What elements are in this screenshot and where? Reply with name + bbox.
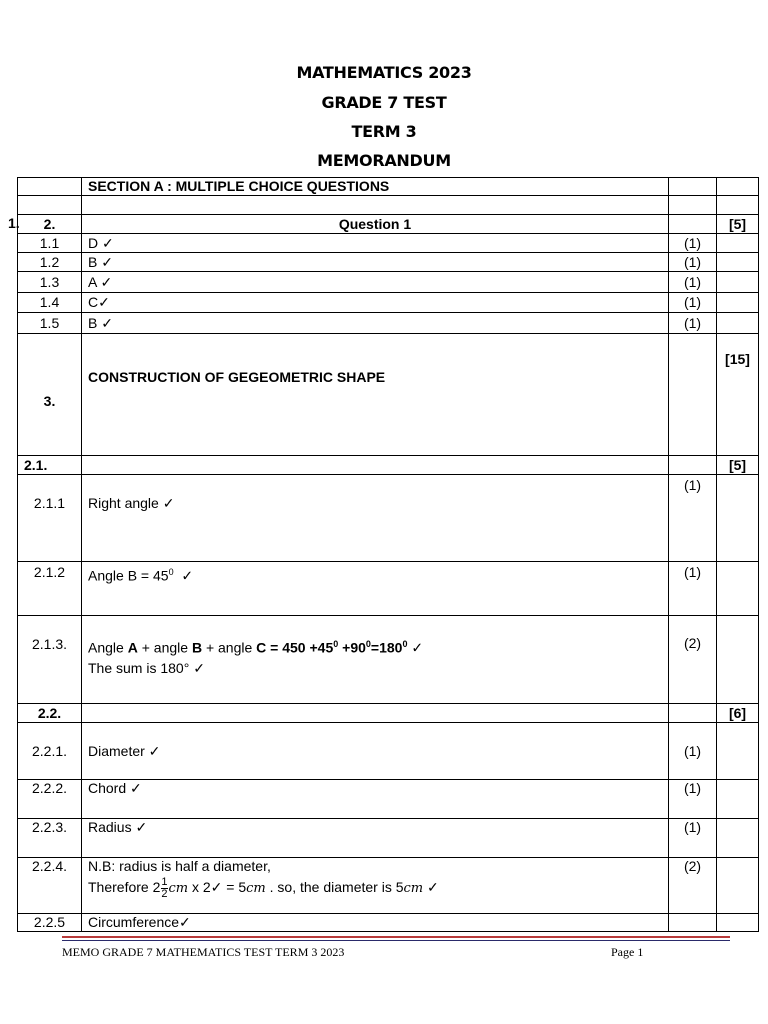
item-number: 1.1 <box>18 234 82 253</box>
item-mark: (1) <box>669 723 717 780</box>
table-row <box>18 704 759 723</box>
doc-title-line1: MATHEMATICS 2023 <box>296 63 472 82</box>
table-row <box>18 196 759 215</box>
table-row <box>18 780 759 819</box>
section-a-heading: SECTION A : MULTIPLE CHOICE QUESTIONS <box>82 178 669 196</box>
doc-title-line2: GRADE 7 TEST <box>321 93 447 112</box>
item-mark: (1) <box>669 293 717 313</box>
item-number: 2.2.5 <box>18 914 82 932</box>
table-row <box>18 475 759 562</box>
item-number: 2.2.1. <box>18 723 82 780</box>
item-answer: B ✓ <box>82 313 669 334</box>
item-mark: (1) <box>669 819 717 858</box>
table-row <box>18 178 759 196</box>
item-number: 2.1.3. <box>18 616 82 704</box>
table-row <box>18 215 759 234</box>
stray-question-number: 1. <box>8 215 20 231</box>
footer-divider <box>62 940 730 941</box>
question-number: 3. <box>18 334 82 456</box>
table-row <box>18 272 759 293</box>
item-number: 1.3 <box>18 272 82 293</box>
memo-table <box>17 177 759 932</box>
item-answer: C✓ <box>82 293 669 313</box>
item-mark: (1) <box>669 562 717 616</box>
table-row <box>18 616 759 704</box>
subsection-total: [5] <box>717 456 759 475</box>
item-number: 2.1.1 <box>18 475 82 562</box>
question-total: [15] <box>717 334 759 456</box>
footer-left-text: MEMO GRADE 7 MATHEMATICS TEST TERM 3 2023 <box>62 945 345 959</box>
question-title: CONSTRUCTION OF GEGEOMETRIC SHAPE <box>82 334 669 456</box>
subsection-number: 2.1. <box>18 456 82 475</box>
question-number: 2. <box>18 215 82 234</box>
item-answer: A ✓ <box>82 272 669 293</box>
subsection-total: [6] <box>717 704 759 723</box>
item-number: 1.2 <box>18 253 82 272</box>
table-row <box>18 293 759 313</box>
item-number: 2.2.3. <box>18 819 82 858</box>
item-answer: Angle A + angle B + angle $C = 450 +45^0 +90^0=180^0$ ✓ The sum is 180° ✓ <box>82 616 669 704</box>
table-row <box>18 234 759 253</box>
doc-title-line3: TERM 3 <box>351 122 417 141</box>
item-mark: (2) <box>669 858 717 914</box>
item-answer: Radius ✓ <box>82 819 669 858</box>
item-answer: Diameter ✓ <box>82 723 669 780</box>
table-row <box>18 334 759 456</box>
item-number: 2.1.2 <box>18 562 82 616</box>
item-answer: N.B: radius is half a diameter, Therefore 2 $\frac{1}{2}$ cm x 2✓ = 5cm . so, the diameter is 5cm ✓ <box>82 858 669 914</box>
table-row <box>18 858 759 914</box>
table-row <box>18 313 759 334</box>
table-row <box>18 914 759 932</box>
item-number: 2.2.2. <box>18 780 82 819</box>
table-row <box>18 723 759 780</box>
item-mark: (1) <box>669 234 717 253</box>
item-answer: D ✓ <box>82 234 669 253</box>
fraction: $\frac{1}{2}$ <box>161 876 168 900</box>
item-answer: B ✓ <box>82 253 669 272</box>
item-mark: (1) <box>669 475 717 562</box>
item-answer: Angle $B = 45^0$ ✓ <box>82 562 669 616</box>
table-row <box>18 253 759 272</box>
table-row <box>18 456 759 475</box>
question-title: Question 1 <box>82 215 669 234</box>
item-mark: (1) <box>669 780 717 819</box>
item-number: 1.4 <box>18 293 82 313</box>
item-mark: (2) <box>669 616 717 704</box>
item-number: 2.2.4. <box>18 858 82 914</box>
item-number: 1.5 <box>18 313 82 334</box>
item-mark: (1) <box>669 253 717 272</box>
table-row <box>18 562 759 616</box>
item-answer: Circumference✓ <box>82 914 669 932</box>
item-answer: Chord ✓ <box>82 780 669 819</box>
question-total: [5] <box>717 215 759 234</box>
footer-divider <box>62 936 730 938</box>
item-mark: (1) <box>669 272 717 293</box>
item-mark: (1) <box>669 313 717 334</box>
item-answer: Right angle ✓ <box>82 475 669 562</box>
page-number: Page 1 <box>611 945 644 959</box>
subsection-number: 2.2. <box>18 704 82 723</box>
table-row <box>18 819 759 858</box>
doc-title-line4: MEMORANDUM <box>317 151 451 170</box>
